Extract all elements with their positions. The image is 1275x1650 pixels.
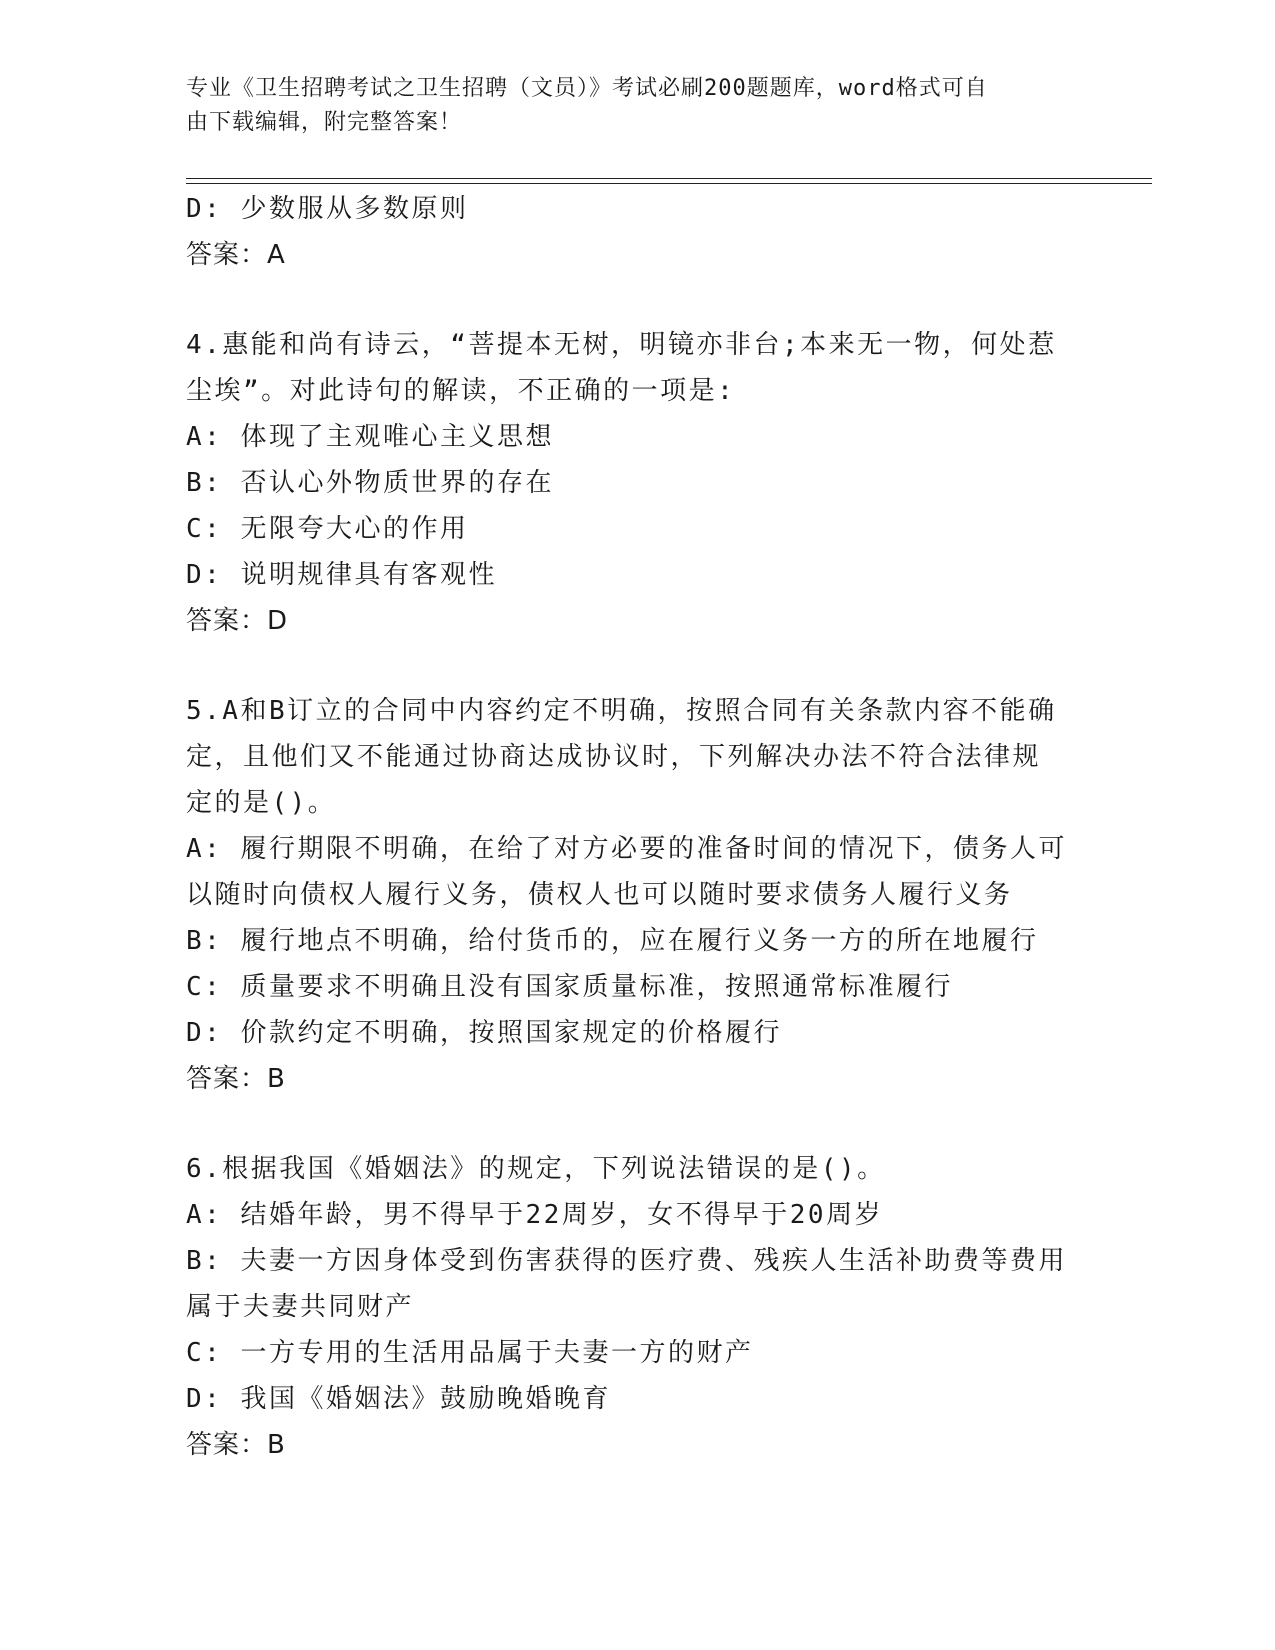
option-a: A: 体现了主观唯心主义思想 [186, 422, 554, 452]
option-d: D: 我国《婚姻法》鼓励晚婚晚育 [186, 1384, 611, 1414]
question-stem-line: 定的是()。 [186, 788, 337, 818]
option-c: C: 质量要求不明确且没有国家质量标准，按照通常标准履行 [186, 972, 953, 1002]
option-d: D: 少数服从多数原则 [186, 194, 469, 224]
question-stem-line: 6.根据我国《婚姻法》的规定，下列说法错误的是()。 [186, 1154, 886, 1184]
option-b-continued: 属于夫妻共同财产 [186, 1292, 415, 1322]
header-rule-top [186, 178, 1152, 179]
answer-line: 答案：D [186, 606, 289, 636]
spacer [186, 278, 1086, 322]
answer-line: 答案：B [186, 1064, 286, 1094]
option-d: D: 说明规律具有客观性 [186, 560, 497, 590]
spacer [186, 1102, 1086, 1146]
question-5 [186, 688, 1086, 1102]
option-d: D: 价款约定不明确，按照国家规定的价格履行 [186, 1018, 782, 1048]
answer-line: 答案：A [186, 240, 286, 270]
header-rule-bottom [186, 183, 1152, 184]
question-stem-line: 尘埃”。对此诗句的解读，不正确的一项是: [186, 376, 736, 406]
question-stem-line: 5.A和B订立的合同中内容约定不明确，按照合同有关条款内容不能确 [186, 696, 1057, 726]
option-c: C: 一方专用的生活用品属于夫妻一方的财产 [186, 1338, 754, 1368]
option-b: B: 否认心外物质世界的存在 [186, 468, 554, 498]
header-line-2: 由下载编辑，附完整答案！ [186, 110, 463, 135]
option-a-continued: 以随时向债权人履行义务，债权人也可以随时要求债务人履行义务 [186, 880, 1013, 910]
answer-line: 答案：B [186, 1430, 286, 1460]
spacer [186, 644, 1086, 688]
page-header [186, 72, 1086, 140]
previous-question-tail [186, 186, 1086, 278]
option-b: B: 夫妻一方因身体受到伤害获得的医疗费、残疾人生活补助费等费用 [186, 1246, 1067, 1276]
option-c: C: 无限夸大心的作用 [186, 514, 469, 544]
question-stem-line: 定，且他们又不能通过协商达成协议时，下列解决办法不符合法律规 [186, 742, 1042, 772]
question-4 [186, 322, 1086, 644]
document-body [186, 186, 1086, 1468]
question-6 [186, 1146, 1086, 1468]
option-b: B: 履行地点不明确，给付货币的，应在履行义务一方的所在地履行 [186, 926, 1039, 956]
question-stem-line: 4.惠能和尚有诗云，“菩提本无树，明镜亦非台;本来无一物，何处惹 [186, 330, 1057, 360]
option-a: A: 结婚年龄，男不得早于22周岁，女不得早于20周岁 [186, 1200, 884, 1230]
header-line-1: 专业《卫生招聘考试之卫生招聘（文员）》考试必刷200题题库，word格式可自 [186, 76, 988, 101]
option-a: A: 履行期限不明确，在给了对方必要的准备时间的情况下，债务人可 [186, 834, 1067, 864]
